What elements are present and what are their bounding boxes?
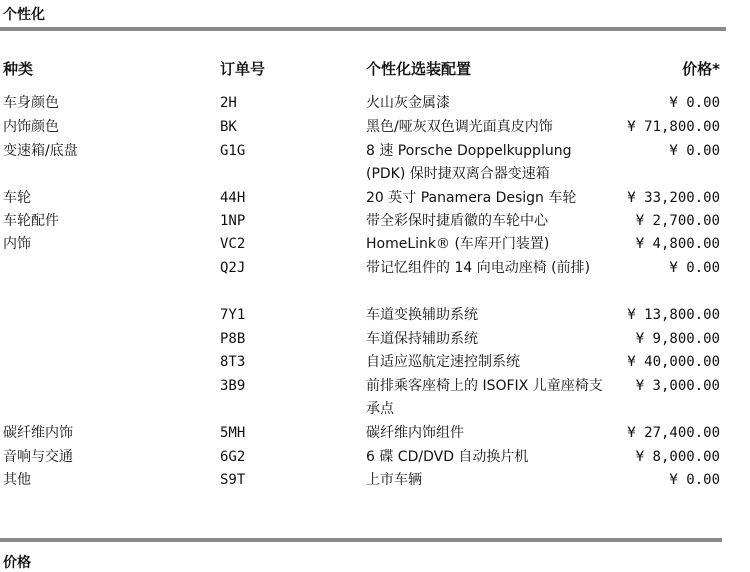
row-price: ¥ 0.00: [669, 260, 720, 276]
row-category: 音响与交通: [3, 449, 73, 465]
header-order-number: 订单号: [220, 60, 266, 78]
row-price: ¥ 71,800.00: [627, 119, 720, 135]
row-option: 自适应巡航定速控制系统: [366, 354, 520, 370]
row-category: 车轮配件: [3, 213, 59, 229]
row-option: 8 速 Porsche Doppelkupplung (PDK) 保时捷双离合器变速箱: [366, 143, 572, 182]
row-option: 上市车辆: [366, 472, 422, 488]
row-price: ¥ 33,200.00: [627, 190, 720, 206]
row-option: HomeLink® (车库开门装置): [366, 236, 550, 252]
row-option: 碳纤维内饰组件: [366, 425, 464, 441]
section-divider: [0, 27, 726, 31]
row-price: ¥ 3,000.00: [635, 378, 720, 394]
row-price: ¥ 40,000.00: [627, 354, 720, 370]
row-code: 6G2: [220, 449, 246, 465]
row-price: ¥ 0.00: [669, 472, 720, 488]
row-price: ¥ 8,000.00: [635, 449, 720, 465]
row-code: 2H: [220, 95, 237, 111]
row-option: 车道变换辅助系统: [366, 307, 478, 323]
header-price: 价格*: [682, 60, 720, 78]
row-price: ¥ 0.00: [669, 95, 720, 111]
row-price: ¥ 2,700.00: [635, 213, 720, 229]
row-option: 车道保持辅助系统: [366, 331, 478, 347]
row-code: 44H: [220, 190, 246, 206]
row-code: BK: [220, 119, 237, 135]
row-code: P8B: [220, 331, 246, 347]
row-option: 带记忆组件的 14 向电动座椅 (前排): [366, 260, 591, 276]
row-code: S9T: [220, 472, 246, 488]
row-option: 带全彩保时捷盾徽的车轮中心: [366, 213, 548, 229]
section-title: 个性化: [3, 7, 45, 23]
row-category: 变速箱/底盘: [3, 143, 78, 159]
row-option: 前排乘客座椅上的 ISOFIX 儿童座椅支承点: [366, 378, 603, 417]
row-category: 内饰: [3, 236, 31, 252]
row-category: 车轮: [3, 190, 31, 206]
section-divider: [0, 538, 722, 542]
row-option: 6 碟 CD/DVD 自动换片机: [366, 449, 529, 465]
row-code: Q2J: [220, 260, 246, 276]
row-category: 其他: [3, 472, 31, 488]
row-code: 3B9: [220, 378, 246, 394]
header-option: 个性化选装配置: [366, 60, 472, 78]
row-price: ¥ 27,400.00: [627, 425, 720, 441]
row-price: ¥ 0.00: [669, 143, 720, 159]
row-price: ¥ 4,800.00: [635, 236, 720, 252]
next-section-title: 价格: [3, 555, 31, 571]
row-code: 5MH: [220, 425, 246, 441]
row-code: G1G: [220, 143, 246, 159]
row-code: VC2: [220, 236, 246, 252]
row-category: 内饰颜色: [3, 119, 59, 135]
row-option: 20 英寸 Panamera Design 车轮: [366, 190, 577, 206]
row-option: 黑色/哑灰双色调光面真皮内饰: [366, 119, 553, 135]
row-category: 车身颜色: [3, 95, 59, 111]
row-price: ¥ 9,800.00: [635, 331, 720, 347]
header-category: 种类: [3, 60, 34, 78]
row-code: 8T3: [220, 354, 246, 370]
row-code: 1NP: [220, 213, 246, 229]
row-option: 火山灰金属漆: [366, 95, 450, 111]
row-code: 7Y1: [220, 307, 246, 323]
row-category: 碳纤维内饰: [3, 425, 73, 441]
row-price: ¥ 13,800.00: [627, 307, 720, 323]
